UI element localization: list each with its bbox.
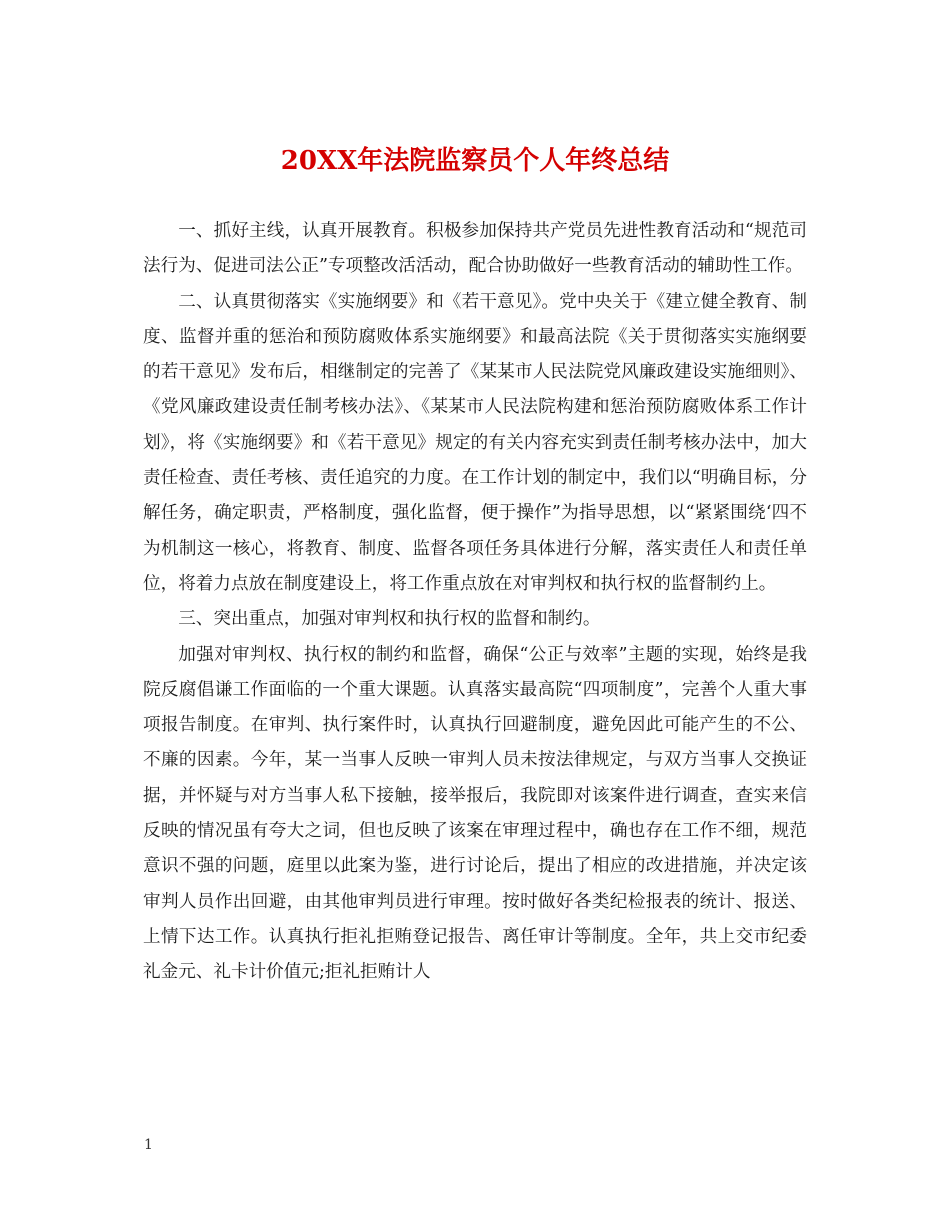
document-title: 20XX年法院监察员个人年终总结	[280, 146, 670, 176]
paragraph-3: 三、突出重点，加强对审判权和执行权的监督和制约。	[178, 609, 601, 630]
page-number: 1	[144, 1137, 153, 1153]
paragraph-1: 一、抓好主线，认真开展教育。积极参加保持共产党员先进性教育活动和“规范司法行为、促进司法公正”专项整改活活动，配合协助做好一些教育活动的辅助性工作。	[143, 221, 807, 277]
paragraph-2: 二、认真贯彻落实《实施纲要》和《若干意见》。党中央关于《建立健全教育、制度、监督并重的惩治和预防腐败体系实施纲要》和最高法院《关于贯彻落实实施纲要的若干意见》发布后，相继制定的完善了《某某市人民法院党风廉政建设实施细则》、《党风廉政建设责任制考核办法》、《某某市人民法院构建和惩治预防腐败体系工作计划》，将《实施纲要》和《若干意见》规定的有关内容充实到责任制考核办法中，加大责任检查、责任考核、责任追究的力度。在工作计划的制定中，我们以“明确目标，分解任务，确定职责，严格制度，强化监督，便于操作”为指导思想，以“紧紧围绕‘四不为机制这一核心，将教育、制度、监督各项任务具体进行分解，落实责任人和责任单位，将着力点放在制度建设上，将工作重点放在对审判权和执行权的监督制约上。	[143, 291, 807, 594]
document-body	[143, 214, 807, 991]
paragraph-4: 加强对审判权、执行权的制约和监督，确保“公正与效率”主题的实现，始终是我院反腐倡谦工作面临的一个重大课题。认真落实最高院“四项制度”，完善个人重大事项报告制度。在审判、执行案件时，认真执行回避制度，避免因此可能产生的不公、不廉的因素。今年，某一当事人反映一审判人员未按法律规定，与双方当事人交换证据，并怀疑与对方当事人私下接触，接举报后，我院即对该案件进行调查，查实来信反映的情况虽有夸大之词，但也反映了该案在审理过程中，确也存在工作不细，规范意识不强的问题，庭里以此案为鉴，进行讨论后，提出了相应的改进措施，并决定该审判人员作出回避，由其他审判员进行审理。按时做好各类纪检报表的统计、报送、上情下达工作。认真执行拒礼拒贿登记报告、离任审计等制度。全年，共上交市纪委礼金元、礼卡计价值元;拒礼拒贿计人	[143, 644, 807, 983]
